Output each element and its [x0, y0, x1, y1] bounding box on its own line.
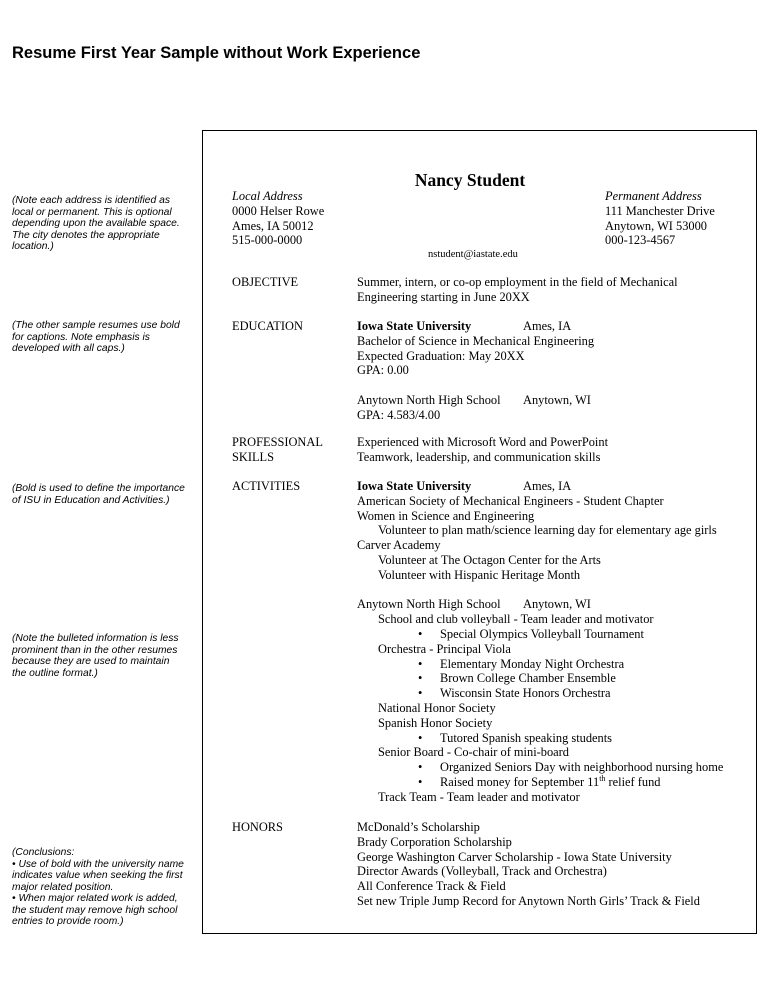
honor-item: George Washington Carver Scholarship - Iowa State University [357, 849, 672, 864]
education-section [357, 319, 594, 423]
activities-section [357, 479, 723, 805]
education-gpa: GPA: 0.00 [357, 363, 409, 378]
education-school: Iowa State University [357, 319, 472, 333]
note-line: • When major related work is added, [12, 893, 178, 904]
honors-list [357, 820, 700, 909]
note-conclusions [12, 847, 198, 928]
education-city: Ames, IA [523, 319, 572, 333]
bullet-icon: • [418, 656, 423, 671]
activity-subitem: Volunteer at The Octagon Center for the Arts [378, 552, 601, 567]
activity-bullet: Elementary Monday Night Orchestra [440, 656, 625, 671]
objective-heading: OBJECTIVE [232, 275, 299, 289]
note-line: (Note the bulleted information is less [12, 633, 179, 644]
activity-bullet: Organized Seniors Day with neighborhood nursing home [440, 760, 724, 775]
skills-heading-line: SKILLS [232, 449, 274, 464]
activity-subitem: Orchestra - Principal Viola [378, 641, 511, 656]
note-bullets [12, 633, 198, 679]
note-bold [12, 483, 198, 506]
activities-school: Anytown North High School [357, 597, 501, 612]
permanent-phone: 000-123-4567 [605, 233, 676, 248]
note-line: local or permanent. This is optional [12, 206, 172, 218]
bullet-icon: • [418, 730, 423, 745]
local-address [232, 189, 324, 248]
permanent-address-label: Permanent Address [605, 189, 702, 203]
note-line: of ISU in Education and Activities.) [12, 494, 170, 506]
note-line: (Conclusions: [12, 847, 75, 858]
skills-text [357, 435, 608, 465]
activity-bullet: Tutored Spanish speaking students [440, 730, 612, 745]
note-line: (The other sample resumes use bold [12, 320, 180, 331]
bullet-icon: • [418, 626, 423, 641]
skills-heading-line: PROFESSIONAL [232, 435, 323, 449]
honor-item: Set new Triple Jump Record for Anytown North Girls’ Track & Field [357, 893, 700, 908]
activity-bullet [440, 775, 660, 789]
education-city: Anytown, WI [523, 392, 591, 407]
bullet-icon: • [418, 671, 423, 686]
education-graduation: Expected Graduation: May 20XX [357, 348, 525, 363]
note-line: (Note each address is identified as [12, 195, 170, 206]
objective-line: Engineering starting in June 20XX [357, 289, 530, 304]
honor-item: McDonald’s Scholarship [357, 820, 480, 834]
activity-bullet: Brown College Chamber Ensemble [440, 671, 616, 686]
honor-item: Brady Corporation Scholarship [357, 834, 512, 849]
note-line: major related position. [12, 881, 114, 893]
objective-text [357, 275, 678, 305]
permanent-address-line2: Anytown, WI 53000 [605, 218, 707, 233]
honors-heading: HONORS [232, 820, 283, 834]
superscript: th [599, 773, 606, 783]
note-line: for captions. Note emphasis is [12, 331, 150, 343]
page-title: Resume First Year Sample without Work Experience [12, 44, 421, 62]
note-line: location.) [12, 241, 54, 252]
activity-bullet: Special Olympics Volleyball Tournament [440, 626, 644, 641]
skills-heading [232, 435, 323, 465]
objective-line: Summer, intern, or co-op employment in the field of Mechanical [357, 275, 678, 289]
permanent-address-line1: 111 Manchester Drive [605, 203, 715, 218]
activities-city: Anytown, WI [523, 597, 591, 612]
note-line: because they are used to maintain [12, 656, 170, 667]
note-line: indicates value when seeking the first [12, 870, 183, 881]
bullet-text: relief fund [605, 774, 661, 789]
activities-heading: ACTIVITIES [232, 479, 301, 493]
bullet-icon: • [418, 774, 423, 789]
honor-item: Director Awards (Volleyball, Track and Orchestra) [357, 864, 607, 879]
activities-city: Ames, IA [523, 479, 572, 493]
bullet-icon: • [418, 760, 423, 775]
activity-subitem: Volunteer with Hispanic Heritage Month [378, 567, 581, 582]
note-line: The city denotes the appropriate [12, 229, 160, 241]
email: nstudent@iastate.edu [428, 249, 518, 260]
education-degree: Bachelor of Science in Mechanical Engineering [357, 333, 595, 348]
note-line: (Bold is used to define the importance [12, 483, 185, 494]
activities-school: Iowa State University [357, 479, 472, 493]
note-line: the outline format.) [12, 667, 98, 679]
permanent-address [605, 189, 715, 248]
note-line: depending upon the available space. [12, 218, 180, 229]
activity-item: American Society of Mechanical Engineers - Student Chapter [357, 493, 664, 508]
local-phone: 515-000-0000 [232, 233, 303, 248]
activity-subitem: Track Team - Team leader and motivator [378, 789, 580, 804]
local-address-label: Local Address [232, 189, 303, 203]
resume-name: Nancy Student [414, 170, 526, 190]
activity-bullet: Wisconsin State Honors Orchestra [440, 686, 611, 701]
activity-item: Women in Science and Engineering [357, 508, 535, 523]
local-address-line2: Ames, IA 50012 [232, 218, 314, 233]
education-gpa: GPA: 4.583/4.00 [357, 407, 441, 422]
activity-subitem: Volunteer to plan math/science learning day for elementary age girls [378, 523, 717, 538]
bullet-icon: • [418, 686, 423, 701]
education-school: Anytown North High School [357, 392, 501, 407]
activity-subitem: School and club volleyball - Team leader and motivator [378, 612, 654, 627]
activity-item: Carver Academy [357, 538, 441, 553]
education-heading: EDUCATION [232, 319, 303, 333]
note-line: entries to provide room.) [12, 916, 124, 927]
activity-subitem: National Honor Society [378, 700, 496, 715]
note-line: developed with all caps.) [12, 343, 125, 354]
note-line: prominent than in the other resumes [12, 644, 178, 656]
honor-item: All Conference Track & Field [357, 879, 506, 894]
note-line: the student may remove high school [12, 904, 178, 916]
local-address-line1: 0000 Helser Rowe [232, 203, 325, 218]
note-address [12, 195, 198, 253]
bullet-text: Raised money for September 11 [440, 774, 600, 789]
activity-subitem: Spanish Honor Society [378, 715, 493, 730]
skills-line: Teamwork, leadership, and communication skills [357, 449, 601, 464]
note-line: • Use of bold with the university name [12, 858, 184, 870]
skills-line: Experienced with Microsoft Word and PowerPoint [357, 435, 609, 449]
note-captions [12, 320, 198, 355]
activity-subitem: Senior Board - Co-chair of mini-board [378, 745, 569, 760]
